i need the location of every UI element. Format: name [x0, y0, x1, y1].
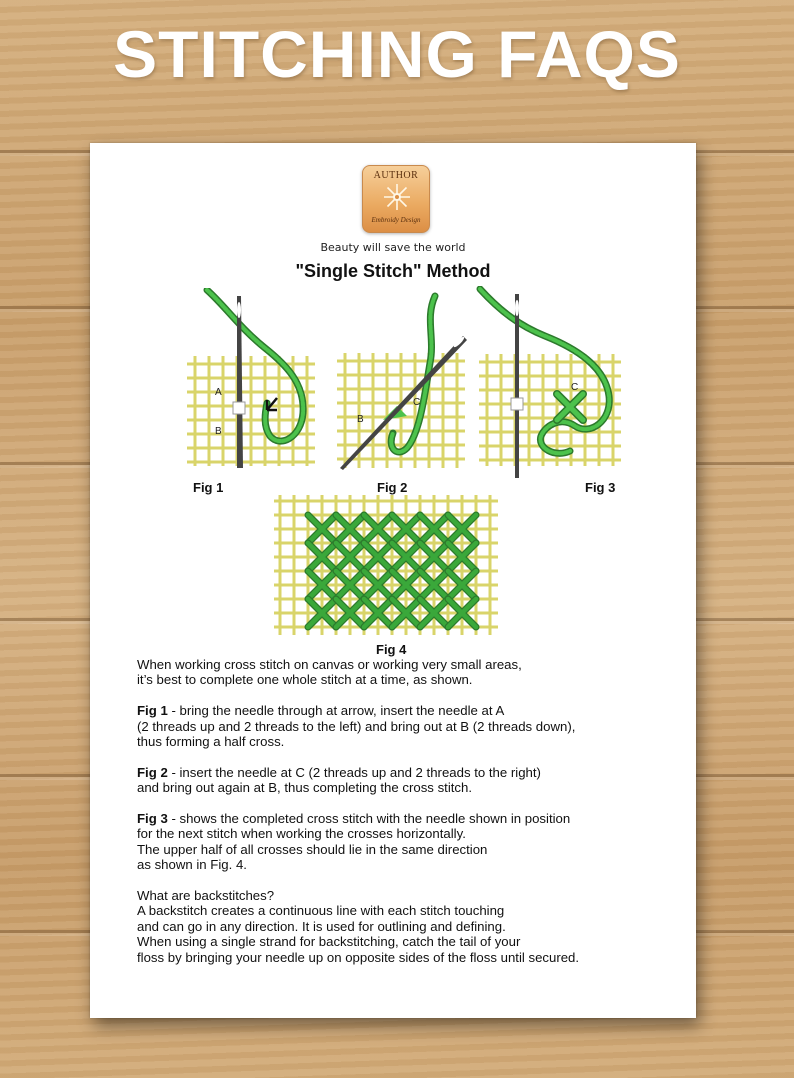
fig2-label: Fig 2 — [377, 480, 408, 495]
intro-line-1: When working cross stitch on canvas or working very small areas, — [137, 657, 522, 672]
fig2-illustration — [335, 288, 470, 478]
page-title: STITCHING FAQS — [113, 17, 681, 91]
faq-sheet — [90, 143, 696, 1018]
snowflake-icon — [383, 183, 411, 211]
fig3-line-1 — [137, 811, 687, 826]
figure-1 — [185, 288, 320, 498]
backstitch-line-3: When using a single strand for backstitching, catch the tail of your — [137, 934, 521, 950]
fig3-line-3: The upper half of all crosses should lie in the same direction — [137, 841, 488, 857]
method-title: "Single Stitch" Method — [295, 261, 491, 281]
fig3-paragraph — [137, 811, 687, 873]
logo-top-text: AUTHOR — [373, 170, 419, 181]
fig3-label: Fig 3 — [585, 480, 616, 495]
fig1-line-1-text: - bring the needle through at arrow, insert the needle at A — [167, 703, 505, 719]
fig1-illustration — [185, 288, 320, 478]
fig2-paragraph — [137, 765, 687, 796]
backstitch-line-4: floss by bringing your needle up on opposite sides of the floss until secured. — [137, 949, 580, 965]
fig1-point-b: B — [215, 426, 222, 437]
fig1-line-3: thus forming a half cross. — [137, 734, 285, 750]
fig2-line-1 — [137, 765, 687, 780]
fig3-line-1-text: - shows the completed cross stitch with the needle shown in position — [167, 811, 571, 827]
tagline: Beauty will save the world — [320, 241, 466, 254]
intro-line-2: it’s best to complete one whole stitch at a time, as shown. — [137, 672, 473, 688]
logo-bottom-text: Embroidy Design — [371, 216, 421, 224]
fig1-line-1 — [137, 703, 687, 718]
fig2-point-b: B — [357, 414, 364, 425]
fig3-line-2: for the next stitch when working the crosses horizontally. — [137, 826, 466, 842]
fig2-point-c: C — [413, 397, 421, 408]
fig2-lead: Fig 2 — [137, 764, 168, 780]
instructions-text — [137, 657, 687, 980]
figure-4 — [272, 493, 502, 658]
brand-logo — [362, 165, 430, 233]
intro-paragraph — [137, 657, 687, 688]
fig2-line-2: and bring out again at B, thus completing the cross stitch. — [137, 780, 473, 796]
fig1-lead: Fig 1 — [137, 703, 168, 719]
fig3-lead: Fig 3 — [137, 811, 168, 827]
fig1-point-a: A — [215, 387, 222, 398]
backstitch-question: What are backstitches? — [137, 888, 275, 904]
fig2-line-1-text: - insert the needle at C (2 threads up and 2 threads to the right) — [167, 764, 541, 780]
fig3-point-c: C — [571, 382, 579, 393]
fig1-paragraph — [137, 703, 687, 749]
fig1-line-2: (2 threads up and 2 threads to the left) and bring out at B (2 threads down), — [137, 718, 576, 734]
fig4-label: Fig 4 — [376, 642, 407, 657]
backstitch-line-2: and can go in any direction. It is used for outlining and defining. — [137, 918, 506, 934]
figure-3 — [475, 286, 625, 498]
fig4-illustration — [272, 493, 502, 638]
fig1-label: Fig 1 — [193, 480, 224, 495]
backstitch-line-1: A backstitch creates a continuous line with each stitch touching — [137, 903, 505, 919]
backstitch-paragraph — [137, 888, 687, 965]
fig3-illustration — [475, 286, 625, 478]
fig3-line-4: as shown in Fig. 4. — [137, 857, 247, 873]
figure-2 — [335, 288, 470, 498]
